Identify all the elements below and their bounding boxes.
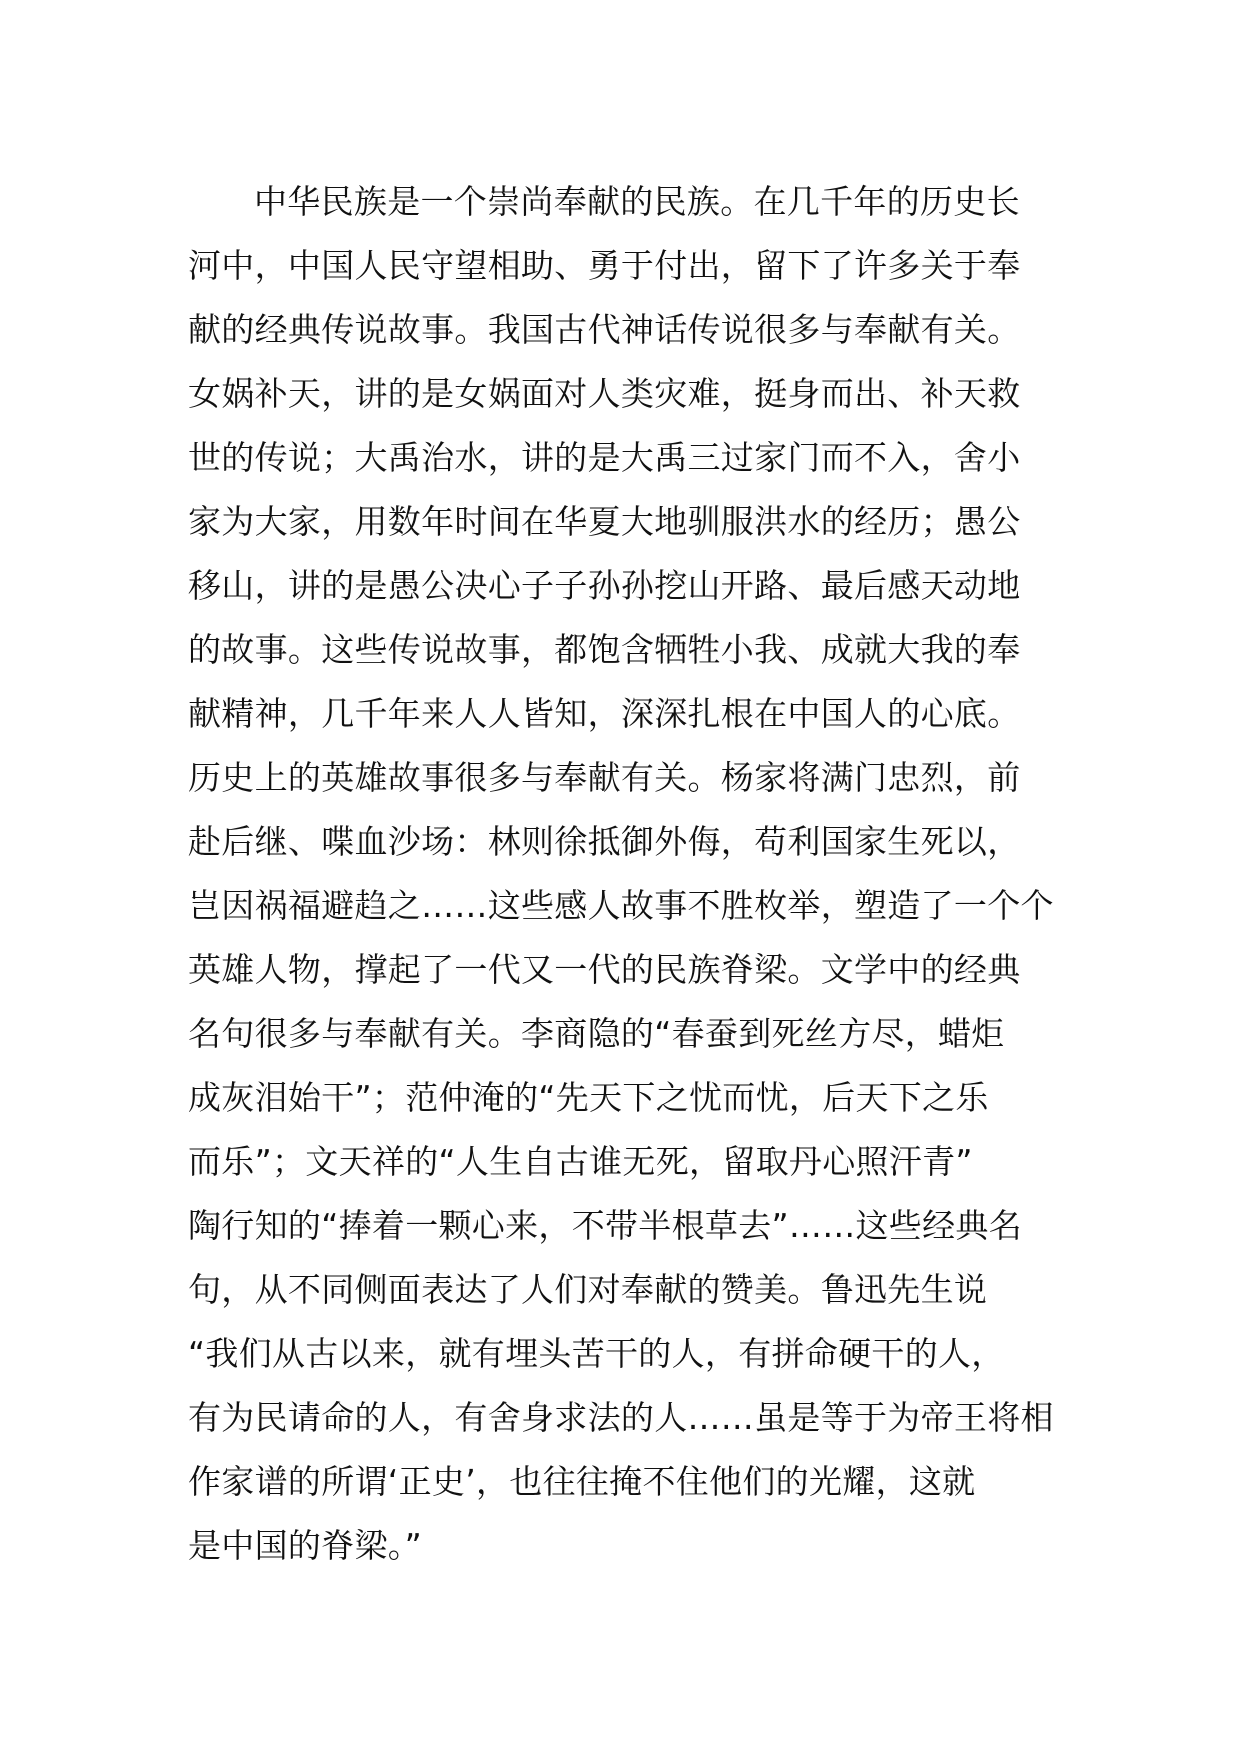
- paragraph-line: 英雄人物，撑起了一代又一代的民族脊梁。文学中的经典: [188, 950, 1021, 989]
- paragraph-line: 历史上的英雄故事很多与奉献有关。杨家将满门忠烈，前: [188, 758, 1021, 797]
- paragraph-line: 岂因祸福避趋之……这些感人故事不胜枚举，塑造了一个个: [188, 886, 1054, 925]
- paragraph-line: 献的经典传说故事。我国古代神话传说很多与奉献有关。: [188, 310, 1021, 349]
- paragraph-line: 的故事。这些传说故事，都饱含牺牲小我、成就大我的奉: [188, 630, 1021, 669]
- body-paragraph: [188, 170, 1068, 1578]
- paragraph-line: 成灰泪始干”；范仲淹的“先天下之忧而忧，后天下之乐: [188, 1078, 989, 1117]
- paragraph-line: 有为民请命的人，有舍身求法的人……虽是等于为帝王将相: [188, 1398, 1054, 1437]
- paragraph-line: 世的传说；大禹治水，讲的是大禹三过家门而不入，舍小: [188, 438, 1021, 477]
- paragraph-line: 河中，中国人民守望相助、勇于付出，留下了许多关于奉: [188, 246, 1021, 285]
- paragraph-line: 移山，讲的是愚公决心子子孙孙挖山开路、最后感天动地: [188, 566, 1021, 605]
- paragraph-line: 句，从不同侧面表达了人们对奉献的赞美。鲁迅先生说: [188, 1270, 988, 1309]
- paragraph-line: 献精神，几千年来人人皆知，深深扎根在中国人的心底。: [188, 694, 1021, 733]
- paragraph-line: 女娲补天，讲的是女娲面对人类灾难，挺身而出、补天救: [188, 374, 1021, 413]
- paragraph-line: 作家谱的所谓‘正史’，也往往掩不住他们的光耀，这就: [188, 1462, 976, 1501]
- paragraph-line: 名句很多与奉献有关。李商隐的“春蚕到死丝方尽，蜡炬: [188, 1014, 1005, 1053]
- paragraph-line: “我们从古以来，就有埋头苦干的人，有拼命硬干的人，: [188, 1334, 1005, 1373]
- paragraph-line: 陶行知的“捧着一颗心来，不带半根草去”……这些经典名: [188, 1206, 1022, 1245]
- paragraph-line: 是中国的脊梁。”: [188, 1526, 422, 1565]
- paragraph-line: 赴后继、喋血沙场：林则徐抵御外侮，苟利国家生死以，: [188, 822, 1021, 861]
- paragraph-line: 而乐”；文天祥的“人生自古谁无死，留取丹心照汗青”: [188, 1142, 973, 1181]
- paragraph-line: 中华民族是一个崇尚奉献的民族。在几千年的历史长: [254, 182, 1020, 221]
- paragraph-line: 家为大家，用数年时间在华夏大地驯服洪水的经历；愚公: [188, 502, 1021, 541]
